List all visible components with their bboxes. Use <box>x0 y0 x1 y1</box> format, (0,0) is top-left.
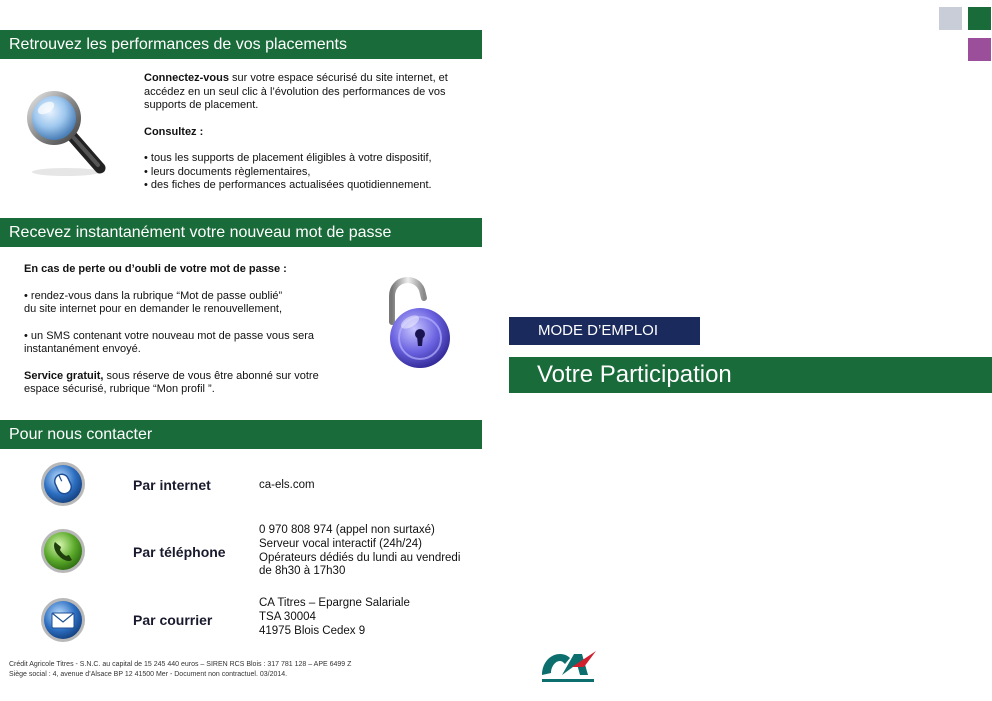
section-title-contact: Pour nous contacter <box>0 420 482 449</box>
consult-bullet: • des fiches de performances actualisées quotidiennement. <box>144 179 432 191</box>
mode-emploi-label: MODE D’EMPLOI <box>509 317 700 345</box>
consult-title: Consultez : <box>144 125 204 138</box>
contact-label-mail: Par courrier <box>133 612 213 628</box>
phone-icon <box>40 528 86 574</box>
envelope-icon <box>40 597 86 643</box>
legal-footer: Crédit Agricole Titres - S.N.C. au capital de 15 245 440 euros – SIREN RCS Blois : 317 781 128 – APE 6499 Z Siège social : 4, avenue d’Alsace BP 12 41500 Mer - Document non contractuel. 03/2014. <box>9 661 352 678</box>
consult-bullet: • tous les supports de placement éligibles à votre dispositif, <box>144 152 432 164</box>
contact-label-internet: Par internet <box>133 477 211 493</box>
password-intro: En cas de perte ou d’oubli de votre mot de passe : <box>24 263 287 275</box>
password-bullet-1: • rendez-vous dans la rubrique “Mot de passe oublié” du site internet pour en demander le renouvellement, <box>24 289 283 315</box>
contact-value-phone: 0 970 808 974 (appel non surtaxé) Serveur vocal interactif (24h/24) Opérateurs dédiés du lundi au vendredi de 8h30 à 17h30 <box>259 524 461 578</box>
free-service: Service gratuit, sous réserve de vous être abonné sur votre espace sécurisé, rubrique “Mon profil ”. <box>24 369 319 395</box>
performances-text <box>144 72 464 193</box>
decor-square-gray <box>939 7 962 30</box>
cover-title: Votre Participation <box>509 357 992 393</box>
connect-text: sur votre espace sécurisé du site internet, et accédez en un seul clic à l’évolution des performances de vos supports de placement. <box>144 72 448 111</box>
credit-agricole-logo <box>538 645 600 687</box>
connect-bold: Connectez-vous <box>144 72 229 84</box>
decor-square-green <box>968 7 991 30</box>
mouse-icon <box>40 461 86 507</box>
contact-label-phone: Par téléphone <box>133 544 226 560</box>
magnifier-icon <box>22 86 108 178</box>
connect-paragraph <box>144 72 464 113</box>
consult-bullet: • leurs documents règlementaires, <box>144 165 311 178</box>
contact-value-internet[interactable]: ca-els.com <box>259 479 315 491</box>
password-bullet-2: • un SMS contenant votre nouveau mot de passe vous sera instantanément envoyé. <box>24 329 315 355</box>
section-title-performances: Retrouvez les performances de vos placements <box>0 30 482 59</box>
contact-value-mail: CA Titres – Epargne Salariale TSA 30004 41975 Blois Cedex 9 <box>259 597 410 637</box>
section-title-password: Recevez instantanément votre nouveau mot de passe <box>0 218 482 247</box>
decor-square-purple <box>968 38 991 61</box>
padlock-icon <box>380 274 456 370</box>
password-text <box>24 263 354 397</box>
